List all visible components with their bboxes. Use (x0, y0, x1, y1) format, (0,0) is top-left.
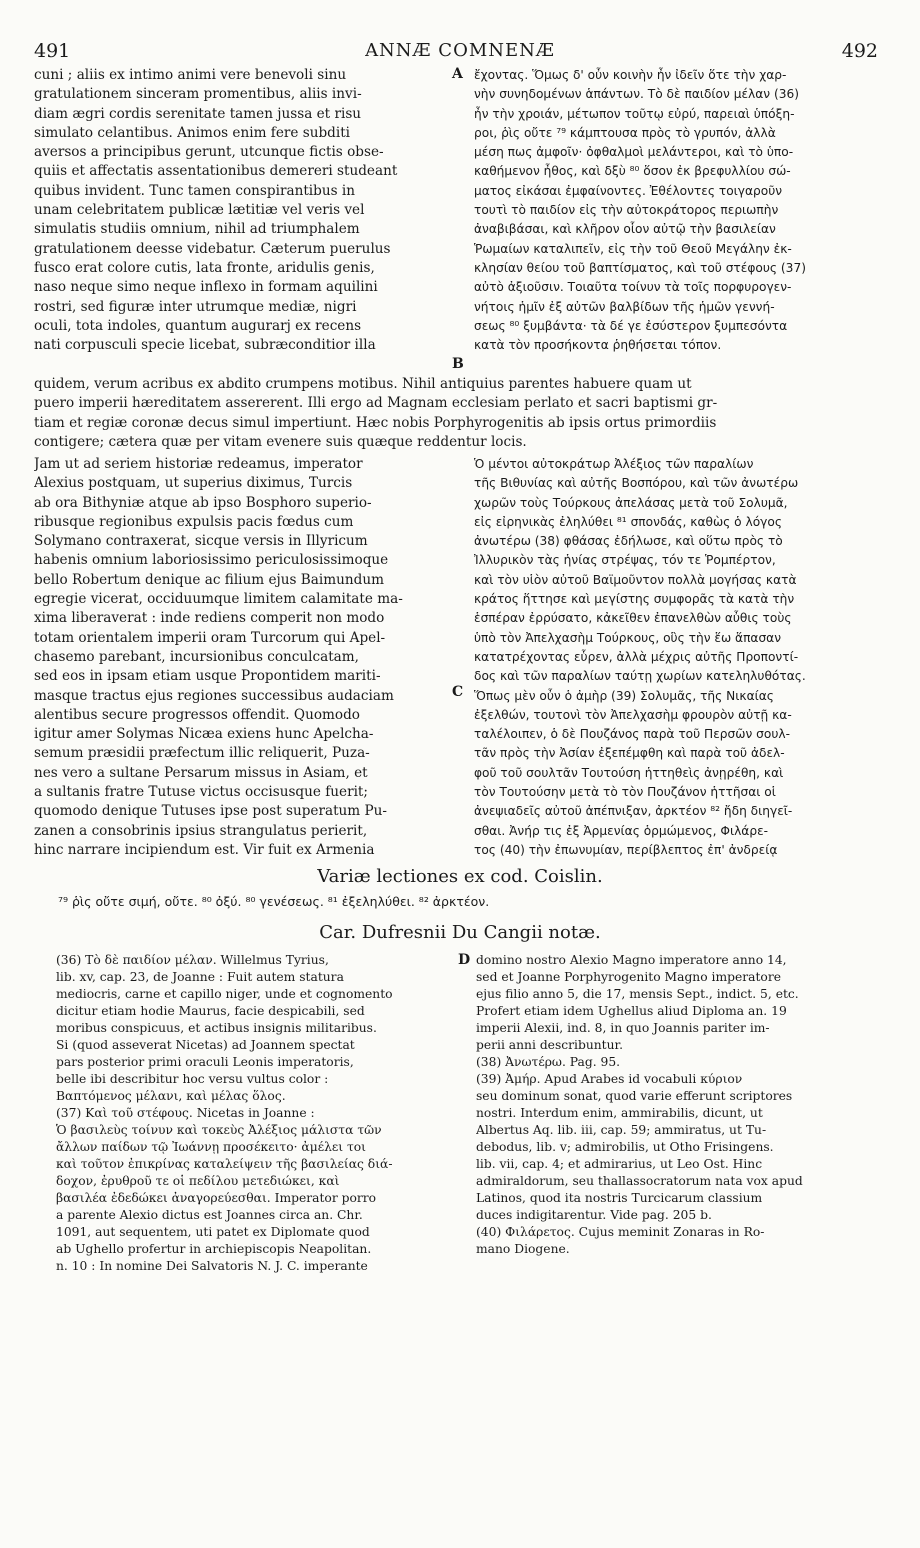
text-line: καθήμενον ἦθος, καὶ δξὺ ⁸⁰ ὅσον ἐκ βρεφυλλίου σώ- (474, 164, 791, 179)
latin-column-top (34, 66, 462, 355)
text-line: ἑσπέραν ἐρρύσατο, κἀκεῖθεν ἐπανελθὼν αὖθις τοὺς (474, 611, 792, 626)
text-line: νὴν συνηδομένων ἁπάντων. Τὸ δὲ παιδίον μέλαν (36) (474, 87, 799, 102)
text-line: ἐξελθών, τουτονὶ τὸν Ἀπελχασὴμ φρουρὸν αὐτῇ κα- (474, 707, 792, 722)
note-line: ab Ughello profertur in archiepiscopis Neapolitan. (56, 1242, 372, 1256)
text-line: gratulationem deesse videbatur. Cæterum puerulus (34, 240, 391, 257)
note-line: (37) Καὶ τοῦ στέφους. Nicetas in Joanne : (56, 1106, 315, 1120)
text-line: Ὁ μέντοι αὐτοκράτωρ Ἀλέξιος τῶν παραλίων (474, 457, 754, 471)
note-line: (36) Τὸ δὲ παιδίον μέλαν. Willelmus Tyrius, (56, 953, 329, 967)
text-line: ἔχοντας. Ὅμως δ' οὖν κοινὴν ἦν ἰδεῖν ὅτε τὴν χαρ- (474, 68, 787, 82)
note-line: domino nostro Alexio Magno imperatore anno 14, (476, 953, 787, 967)
text-line: simulato celantibus. Animos enim fere subditi (34, 124, 351, 141)
note-line: 1091, aut sequentem, uti patet ex Diplomate quod (56, 1225, 370, 1239)
text-line: contigere; cætera quæ per vitam evenere suis quæque reddentur locis. (34, 433, 527, 450)
text-line: Ἰλλυρικὸν τὰς ἡνίας στρέψας, τόν τε Ῥομπέρτον, (474, 553, 776, 568)
text-line: κατατρέχοντας εὗρεν, ἀλλὰ μέχρις αὐτῆς Προποντί- (474, 649, 799, 664)
note-line: belle ibi describitur hoc versu vultus color : (56, 1072, 329, 1086)
note-line: Si (quod asseverat Nicetas) ad Joannem spectat (56, 1038, 355, 1052)
text-line: ροι, ῥὶς οὔτε ⁷⁹ κάμπτουσα πρὸς τὸ γρυπόν, ἀλλὰ (474, 125, 776, 140)
note-line: imperii Alexii, ind. 8, in quo Joannis pariter im- (476, 1021, 770, 1035)
text-line: ταλέλοιπεν, ὁ δὲ Πουζάνος παρὰ τοῦ Περσῶν σουλ- (474, 727, 791, 742)
text-line: κατὰ τὸν προσήκοντα ῥηθήσεται τόπον. (474, 338, 722, 353)
text-line: κράτος ἥττησε καὶ μεγίστης συμφορᾶς τὰ κατὰ τὴν (474, 592, 795, 607)
text-line: σεως ⁸⁰ ξυμβάντα· τὰ δέ γε ἐσύστερον ξυμπεσόντα (474, 318, 788, 333)
text-line: totam orientalem imperii oram Turcorum qui Apel- (34, 629, 386, 646)
text-line: zanen a consobrinis ipsius strangulatus perierit, (34, 822, 368, 839)
notes-left-column (56, 952, 456, 1275)
note-line: mano Diogene. (476, 1242, 570, 1256)
note-line: Albertus Aq. lib. iii, cap. 59; ammiratus, ut Tu- (476, 1123, 767, 1137)
note-line: (40) Φιλάρετος. Cujus meminit Zonaras in Ro- (476, 1225, 765, 1239)
note-line: καὶ τοῦτον ἐπικρίνας καταλείψειν τῆς βασιλείας διά- (56, 1157, 393, 1171)
greek-column-middle (474, 455, 884, 860)
margin-marker-c: C (452, 684, 464, 700)
page-number-right: 492 (841, 40, 878, 62)
text-line: unam celebritatem publicæ lætitiæ vel veris vel (34, 202, 365, 219)
text-line: Jam ut ad seriem historiæ redeamus, imperator (34, 456, 363, 472)
note-line: seu dominum sonat, quod varie efferunt scriptores (476, 1089, 793, 1103)
note-line: δοχον, ἐρυθροῦ τε οἱ πεδίλου μετεδιώκει, καὶ (56, 1174, 340, 1188)
text-line: Ῥωμαίων καταλιπεῖν, εἰς τὴν τοῦ Θεοῦ Μεγάλην ἐκ- (474, 241, 792, 256)
text-line: habenis omnium laboriosissimo periculosissimoque (34, 552, 389, 569)
text-line: tiam et regiæ coronæ decus simul impertiunt. Hæc nobis Porphyrogenitis ab ipsis ortus primordiis (34, 414, 717, 431)
text-line: Solymano contraxerat, sicque versis in Illyricum (34, 533, 368, 550)
note-line: Βαπτόμενος μέλανι, καὶ μέλας ὅλος. (56, 1089, 286, 1103)
text-line: chasemo parebant, incursionibus conculcatam, (34, 648, 360, 665)
note-line: debodus, lib. v; admirobilis, ut Otho Frisingens. (476, 1140, 774, 1154)
text-line: diam ægri cordis serenitate tamen jussa et risu (34, 105, 362, 122)
note-line: duces indigitarentur. Vide pag. 205 b. (476, 1208, 712, 1222)
text-line: σθαι. Ἀνήρ τις ἐξ Ἀρμενίας ὁρμώμενος, Φιλάρε- (474, 823, 769, 838)
text-line: hinc narrare incipiendum est. Vir fuit ex Armenia (34, 841, 375, 858)
greek-column-top (474, 66, 884, 355)
text-line: τος (40) τὴν ἐπωνυμίαν, περίβλεπτος ἐπ' ἀνδρείᾳ (474, 842, 778, 857)
text-line: quibus invident. Tunc tamen conspirantibus in (34, 182, 355, 199)
text-line: εἰς εἰρηνικὰς ἐληλύθει ⁸¹ σπονδάς, καθὼς ὁ λόγος (474, 514, 783, 529)
latin-column-middle (34, 455, 462, 860)
text-line: alentibus secure progressos offendit. Quomodo (34, 706, 360, 723)
notes-right-column (476, 952, 886, 1258)
note-line: moribus conspicuus, et actibus insignis militaribus. (56, 1021, 377, 1035)
text-line: quiis et affectatis assentationibus demereri studeant (34, 163, 398, 180)
note-line: pars posterior primi oraculi Leonis imperatoris, (56, 1055, 354, 1069)
text-line: egregie vicerat, occiduumque limitem calamitate ma- (34, 591, 403, 608)
note-line: sed et Joanne Porphyrogenito Magno imperatore (476, 970, 781, 984)
text-line: δος καὶ τῶν παραλίων ταύτῃ χωρίων κατεληλυθότας. (474, 669, 806, 684)
note-line: admiraldorum, seu thallassocratorum nata vox apud (476, 1174, 803, 1188)
text-line: αὐτὸ ἀξιοῦσιν. Τοιαῦτα τοίνυν τὰ τοῖς πορφυρογεν- (474, 280, 792, 295)
note-line: dicitur etiam hodie Maurus, facie despicabili, sed (56, 1004, 365, 1018)
running-title: ANNÆ COMNENÆ (365, 40, 555, 61)
text-line: nes vero a sultane Persarum missus in Asiam, et (34, 764, 368, 781)
note-line: (39) Ἀμήρ. Apud Arabes id vocabuli κύριον (476, 1072, 743, 1086)
note-line: Profert etiam idem Ughellus aliud Diploma an. 19 (476, 1004, 787, 1018)
text-line: aversos a principibus gerunt, utcunque fictis obse- (34, 144, 384, 161)
note-line: βασιλέα ἐδεδώκει ἀναγορεύεσθαι. Imperator porro (56, 1191, 377, 1205)
note-line: n. 10 : In nomine Dei Salvatoris N. J. C. imperante (56, 1259, 368, 1273)
text-line: ἦν τὴν χροιάν, μέτωπον τοῦτῳ εὐρύ, παρειαὶ ὑπόξη- (474, 106, 795, 121)
text-line: rostri, sed figuræ inter utrumque mediæ, nigri (34, 298, 357, 315)
text-line: quidem, verum acribus ex abdito crumpens motibus. Nihil antiquius parentes habuere quam ut (34, 376, 692, 392)
note-line: ἄλλων παίδων τῷ Ἰωάννῃ προσέκειτο· ἀμέλει τοι (56, 1140, 366, 1154)
page-number-left: 491 (34, 40, 71, 62)
text-line: nati corpusculi specie licebat, subræconditior illa (34, 337, 376, 354)
text-line: xima liberaverat : inde rediens comperit non modo (34, 610, 385, 627)
text-line: a sultanis fratre Tutuse victus occisusque fuerit; (34, 784, 368, 801)
note-line: lib. vii, cap. 4; et admirarius, ut Leo Ost. Hinc (476, 1157, 763, 1171)
text-line: ἀνεψιαδεῖς αὐτοῦ ἀπέπνιξαν, ἀρκτέον ⁸² ἤδη διηγεῖ- (474, 804, 793, 819)
note-line: perii anni describuntur. (476, 1038, 623, 1052)
text-line: φοῦ τοῦ σουλτᾶν Τουτούση ἡττηθεὶς ἀνῃρέθη, καὶ (474, 765, 784, 780)
text-line: sed eos in ipsam etiam usque Propontidem mariti- (34, 668, 381, 685)
text-line: Alexius postquam, ut superius diximus, Turcis (34, 475, 353, 492)
latin-full-width-block (34, 375, 890, 452)
margin-marker-d: D (458, 952, 471, 968)
text-line: τουτὶ τὸ παιδίον εἰς τὴν αὐτοκράτορος περιωπὴν (474, 203, 779, 218)
text-line: naso neque simo neque inflexo in formam aquilini (34, 279, 378, 296)
text-line: bello Robertum denique ac filium ejus Baimundum (34, 571, 384, 588)
text-line: τᾶν πρὸς τὴν Ἀσίαν ἐξεπέμφθη καὶ παρὰ τοῦ ἀδελ- (474, 746, 785, 761)
variae-readings: ⁷⁹ ῥὶς οὔτε σιμή, οὔτε. ⁸⁰ ὀξύ. ⁸⁰ γενέσεως. ⁸¹ ἐξεληλύθει. ⁸² ἀρκτέον. (58, 894, 490, 909)
margin-marker-b: B (452, 356, 464, 372)
text-line: semum præsidii præfectum illic reliquerit, Puza- (34, 745, 370, 762)
text-line: τῆς Βιθυνίας καὶ αὐτῆς Βοσπόρου, καὶ τῶν ἀνωτέρω (474, 476, 799, 491)
text-line: καὶ τὸν υἱὸν αὐτοῦ Βαϊμοῦντον πολλὰ μογήσας κατὰ (474, 572, 797, 587)
text-line: simulatis studiis omnium, nihil ad triumphalem (34, 221, 360, 238)
note-line: a parente Alexio dictus est Joannes circa an. Chr. (56, 1208, 363, 1222)
text-line: quomodo denique Tutuses ipse post superatum Pu- (34, 803, 387, 820)
note-line: (38) Ἀνωτέρω. Pag. 95. (476, 1055, 621, 1069)
text-line: masque tractus ejus regiones successibus audaciam (34, 687, 394, 704)
note-line: ejus filio anno 5, die 17, mensis Sept., indict. 5, etc. (476, 987, 799, 1001)
text-line: igitur amer Solymas Nicæa exiens hunc Apelcha- (34, 726, 374, 743)
text-line: χωρῶν τοὺς Τούρκους ἀπελάσας μετὰ τοῦ Σολυμᾶ, (474, 495, 788, 510)
text-line: ribusque regionibus expulsis pacis fœdus cum (34, 513, 354, 530)
text-line: puero imperii hæreditatem assererent. Illi ergo ad Magnam ecclesiam perlato et sacri baptismi gr- (34, 395, 718, 412)
text-line: τὸν Τουτούσην μετὰ τὸ τὸν Πουζάνον ἡττῆσαι οἱ (474, 785, 776, 800)
text-line: νήτοις ἡμῖν ἐξ αὐτῶν βαλβίδων τῆς ἡμῶν γεννή- (474, 299, 775, 314)
note-line: nostri. Interdum enim, ammirabilis, dicunt, ut (476, 1106, 763, 1120)
text-line: κλησίαν θείου τοῦ βαπτίσματος, καὶ τοῦ στέφους (37) (474, 260, 806, 275)
text-line: ἀναβιβάσαι, καὶ κλῆρον οἷον αὐτῷ τὴν βασιλείαν (474, 222, 776, 237)
text-line: ὑπὸ τὸν Ἀπελχασὴμ Τούρκους, οὓς τὴν ἕω ἅπασαν (474, 630, 782, 645)
text-line: fusco erat colore cutis, lata fronte, aridulis genis, (34, 259, 375, 276)
text-line: μέση πως ἀμφοῖν· ὀφθαλμοὶ μελάντεροι, καὶ τὸ ὑπο- (474, 145, 794, 160)
note-line: Latinos, quod ita nostris Turcicarum classium (476, 1191, 763, 1205)
text-line: Ὅπως μὲν οὖν ὁ ἀμὴρ (39) Σολυμᾶς, τῆς Νικαίας (474, 688, 774, 703)
margin-marker-a: A (452, 66, 463, 82)
text-line: ab ora Bithyniæ atque ab ipso Bosphoro superio- (34, 494, 372, 511)
note-line: lib. xv, cap. 23, de Joanne : Fuit autem statura (56, 970, 344, 984)
notes-heading: Car. Dufresnii Du Cangii notæ. (319, 922, 601, 943)
note-line: mediocris, carne et capillo niger, unde et cognomento (56, 987, 393, 1001)
text-line: gratulationem sinceram promentibus, aliis invi- (34, 86, 362, 103)
text-line: ἀνωτέρω (38) φθάσας ἐδήλωσε, καὶ οὕτω πρὸς τὸ (474, 534, 783, 549)
text-line: oculi, tota indoles, quantum augurarj ex recens (34, 317, 362, 334)
text-line: ματος εἰκάσαι ἐμφαίνοντες. Ἐθέλοντες τοιγαροῦν (474, 183, 783, 198)
note-line: Ὁ βασιλεὺς τοίνυν καὶ τοκεὺς Ἀλέξιος μάλιστα τῶν (56, 1123, 382, 1137)
variae-heading: Variæ lectiones ex cod. Coislin. (317, 866, 603, 887)
text-line: cuni ; aliis ex intimo animi vere benevoli sinu (34, 67, 347, 83)
